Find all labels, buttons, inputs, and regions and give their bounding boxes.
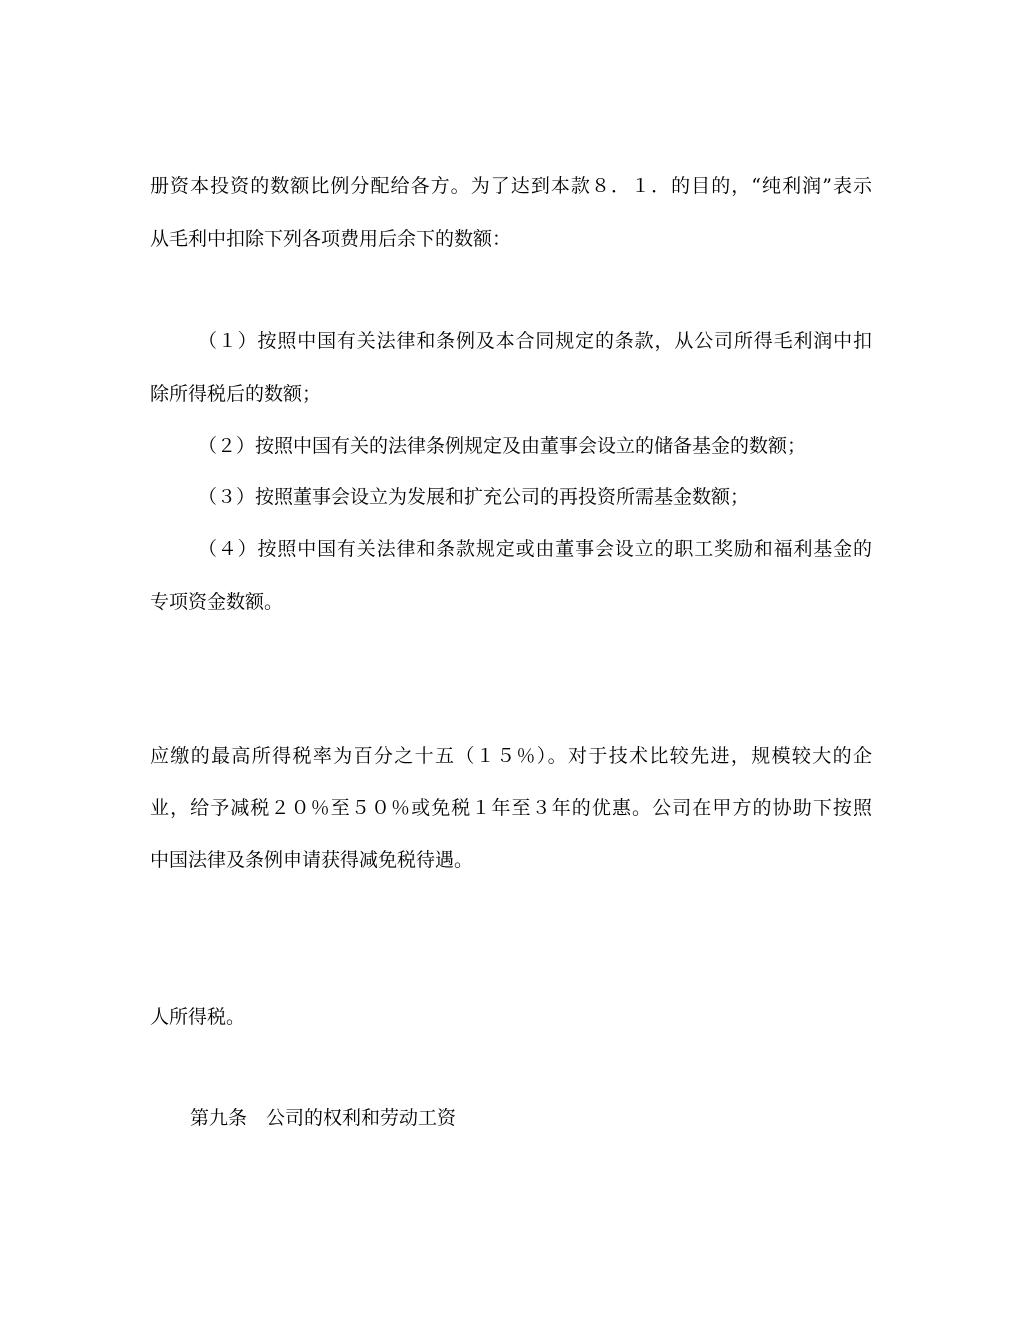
clause-8-2-line-4: 中国法律及条例申请获得减免税待遇。 <box>150 849 474 871</box>
clause-8-3-line-2: 人所得税。 <box>150 1006 246 1028</box>
article-9-heading: 第九条 公司的权利和劳动工资 <box>190 1107 457 1129</box>
item-4-line-2: 专项资金数额。 <box>150 591 284 613</box>
item-1-line-1: （１）按照中国有关法律和条例及本合同规定的条款，从公司所得毛利润中扣 <box>198 330 872 352</box>
item-4-line-1: （４）按照中国有关法律和条款规定或由董事会设立的职工奖励和福利基金的 <box>198 538 872 560</box>
item-2: （２）按照中国有关的法律条例规定及由董事会设立的储备基金的数额； <box>198 435 807 457</box>
clause-8-1-line-2: 册资本投资的数额比例分配给各方。为了达到本款８．１．的目的，“纯利润”表示 <box>150 175 872 197</box>
clause-8-2-line-3: 业，给予减税２０％至５０％或免税１年至３年的优惠。公司在甲方的协助下按照 <box>150 797 872 819</box>
clause-8-2-line-2: 应缴的最高所得税率为百分之十五（１５％）。对于技术比较先进，规模较大的企 <box>150 745 872 767</box>
item-1-line-2: 除所得税后的数额； <box>150 383 322 405</box>
item-3: （３）按照董事会设立为发展和扩充公司的再投资所需基金数额； <box>198 486 750 508</box>
clause-8-1-line-3: 从毛利中扣除下列各项费用后余下的数额： <box>150 228 512 250</box>
